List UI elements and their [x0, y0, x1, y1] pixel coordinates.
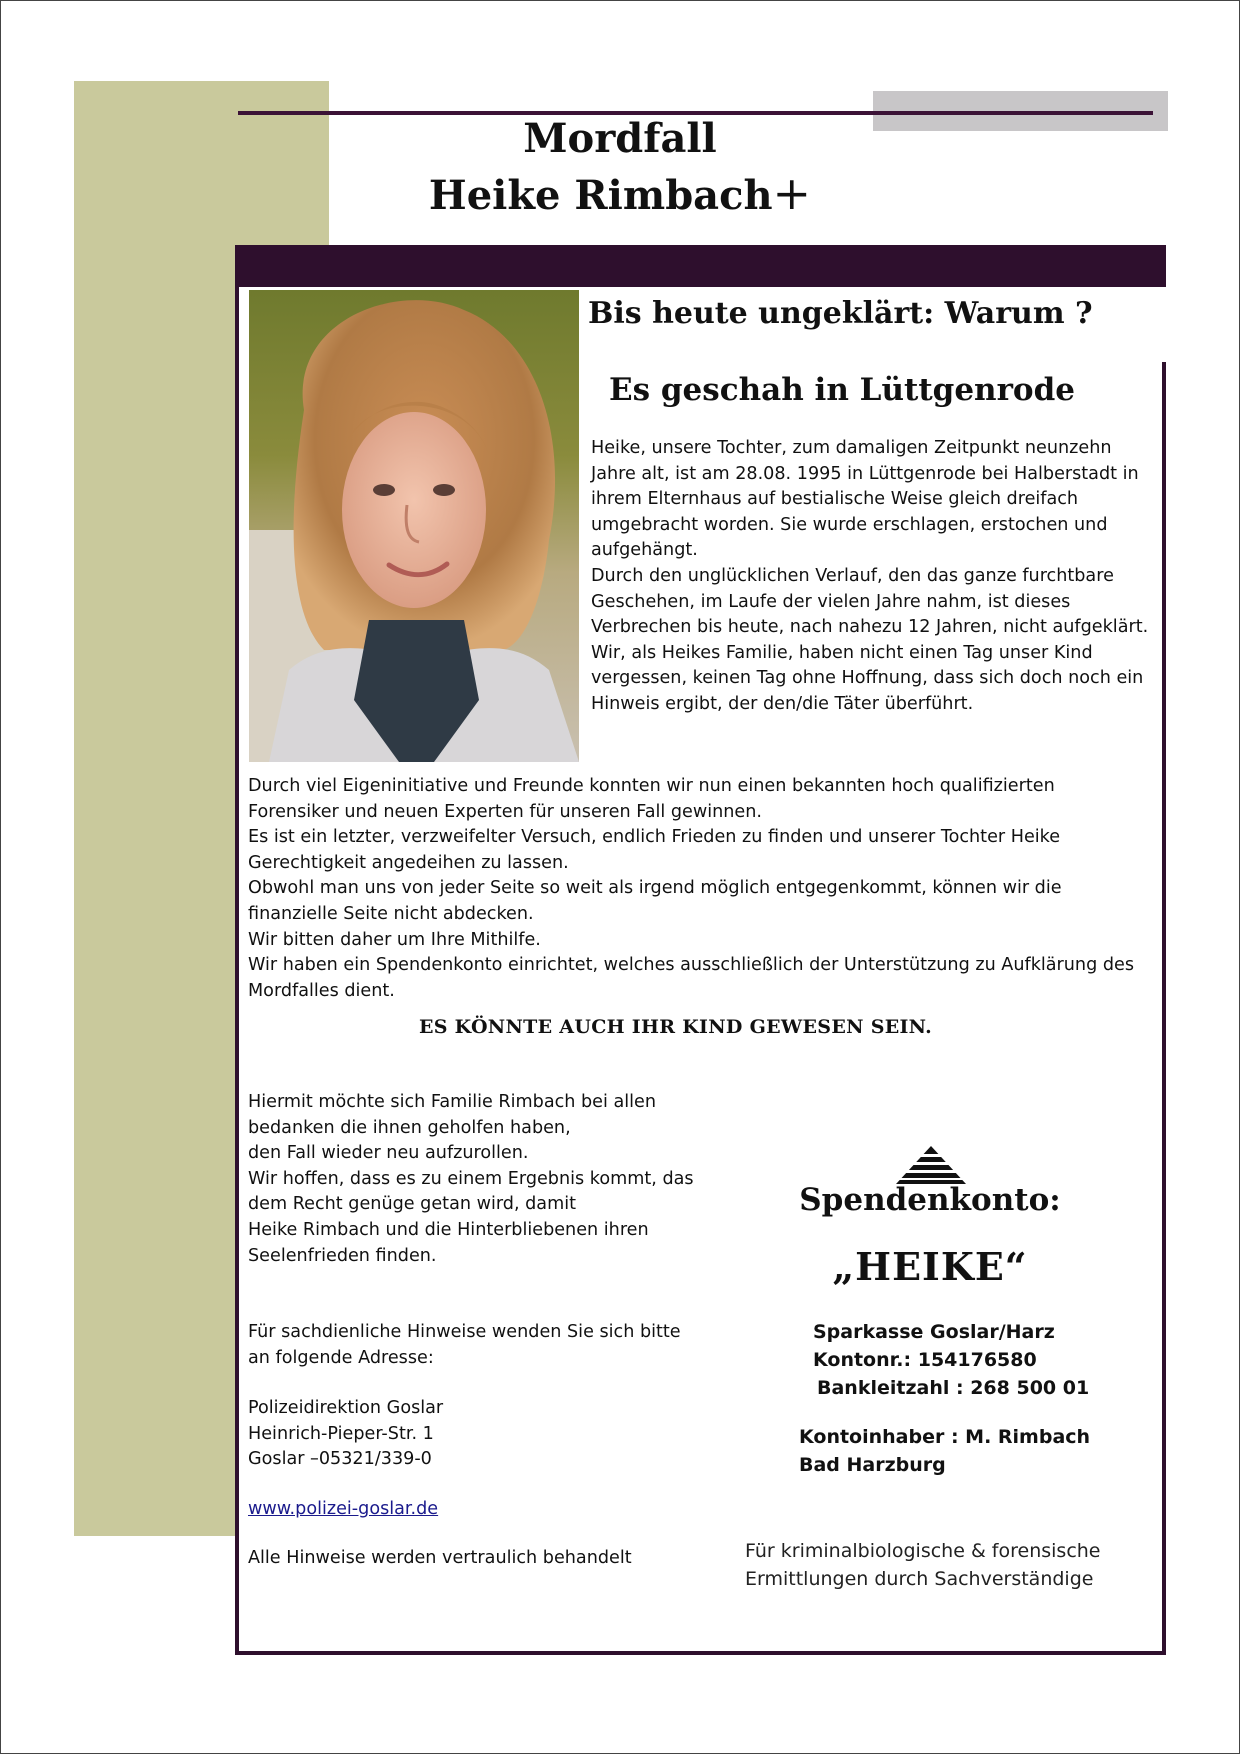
text-line: den Fall wieder neu aufzurollen. — [248, 1143, 529, 1164]
text-line: Heike, unsere Tochter, zum damaligen Zeitpunkt neunzehn — [591, 438, 1112, 458]
text-line: vergessen, keinen Tag ohne Hoffnung, dass sich doch noch ein — [591, 668, 1144, 689]
portrait-photo — [249, 290, 579, 762]
thanks-paragraph — [248, 1090, 718, 1269]
text-line: umgebracht worden. Sie wurde erschlagen, erstochen und — [591, 514, 1108, 535]
donation-title: Spendenkonto: — [799, 1182, 1061, 1218]
text-line: Für sachdienliche Hinweise wenden Sie sich bitte — [248, 1322, 681, 1342]
police-address — [248, 1396, 718, 1473]
text-line: Wir hoffen, dass es zu einem Ergebnis kommt, das — [248, 1168, 694, 1189]
text-line: Ermittlungen durch Sachverständige — [745, 1568, 1094, 1590]
page-title — [300, 112, 940, 223]
text-line: Jahre alt, ist am 28.08. 1995 in Lüttgenrode bei Halberstadt in — [591, 463, 1139, 484]
text-line: Für kriminalbiologische & forensische — [745, 1540, 1101, 1562]
text-line: dem Recht genüge getan wird, damit — [248, 1194, 577, 1215]
text-line: ihrem Elternhaus auf bestialische Weise gleich dreifach — [591, 489, 1079, 510]
police-city-phone: Goslar –05321/339-0 — [248, 1449, 432, 1470]
frame-inner-edge — [1160, 287, 1166, 362]
text-line: Hinweis ergibt, der den/die Täter überführt. — [591, 693, 974, 714]
account-owner — [799, 1423, 1090, 1479]
police-website-link[interactable]: www.polizei-goslar.de — [248, 1499, 439, 1519]
text-line: Verbrechen bis heute, nach nahezu 12 Jahren, nicht aufgeklärt. — [591, 617, 1149, 638]
hints-paragraph — [248, 1320, 718, 1371]
title-line-2 — [300, 166, 940, 223]
text-line: Wir haben ein Spendenkonto einrichtet, welches ausschließlich der Unterstützung zu Aufklärung des — [248, 955, 1135, 976]
intro-paragraph — [591, 436, 1151, 718]
frame-top-bar — [235, 245, 1166, 287]
owner-city: Bad Harzburg — [799, 1454, 946, 1476]
title-name: Heike Rimbach — [428, 172, 773, 219]
text-line: Seelenfrieden finden. — [248, 1245, 437, 1266]
forensic-note — [745, 1537, 1165, 1593]
text-line: bedanken die ihnen geholfen haben, — [248, 1117, 571, 1138]
bank-details — [813, 1318, 1089, 1402]
text-line: Wir, als Heikes Familie, haben nicht einen Tag unser Kind — [591, 642, 1093, 663]
bank-code: Bankleitzahl : 268 500 01 — [817, 1377, 1090, 1399]
text-line: Hiermit möchte sich Familie Rimbach bei allen — [248, 1092, 657, 1112]
slogan: ES KÖNNTE AUCH IHR KIND GEWESEN SEIN. — [418, 1016, 933, 1038]
text-line: aufgehängt. — [591, 540, 698, 561]
text-line: finanzielle Seite nicht abdecken. — [248, 903, 534, 924]
account-number: Kontonr.: 154176580 — [813, 1349, 1037, 1371]
owner-name: Kontoinhaber : M. Rimbach — [799, 1426, 1091, 1448]
text-line: Obwohl man uns von jeder Seite so weit als irgend möglich entgegenkommt, können wir die — [248, 878, 1062, 899]
title-line-1: Mordfall — [523, 115, 717, 162]
cross-icon: + — [772, 166, 812, 220]
text-line: Heike Rimbach und die Hinterbliebenen ihren — [248, 1219, 649, 1240]
text-line: Durch den unglücklichen Verlauf, den das ganze furchtbare — [591, 565, 1114, 586]
text-line: Forensiker und neuen Experten für unseren Fall gewinnen. — [248, 801, 762, 822]
bank-name: Sparkasse Goslar/Harz — [813, 1321, 1055, 1343]
triangle-logo-icon — [896, 1146, 966, 1184]
subheadline: Es geschah in Lüttgenrode — [609, 372, 1075, 408]
police-street: Heinrich-Pieper-Str. 1 — [248, 1423, 434, 1444]
text-line: Durch viel Eigeninitiative und Freunde konnten wir nun einen bekannten hoch qualifizierten — [248, 776, 1055, 796]
confidential-note: Alle Hinweise werden vertraulich behandelt — [248, 1548, 632, 1568]
police-name: Polizeidirektion Goslar — [248, 1398, 444, 1418]
text-line: Mordfalles dient. — [248, 980, 395, 1001]
text-line: Gerechtigkeit angedeihen zu lassen. — [248, 852, 569, 873]
donation-name: „HEIKE“ — [832, 1244, 1028, 1289]
headline: Bis heute ungeklärt: Warum ? — [588, 296, 1093, 331]
appeal-paragraph — [248, 774, 1153, 1004]
text-line: Wir bitten daher um Ihre Mithilfe. — [248, 929, 541, 950]
text-line: an folgende Adresse: — [248, 1347, 434, 1368]
text-line: Geschehen, im Laufe der vielen Jahre nahm, ist dieses — [591, 591, 1071, 612]
text-line: Es ist ein letzter, verzweifelter Versuch, endlich Frieden zu finden und unserer Tochter Heike — [248, 827, 1061, 848]
